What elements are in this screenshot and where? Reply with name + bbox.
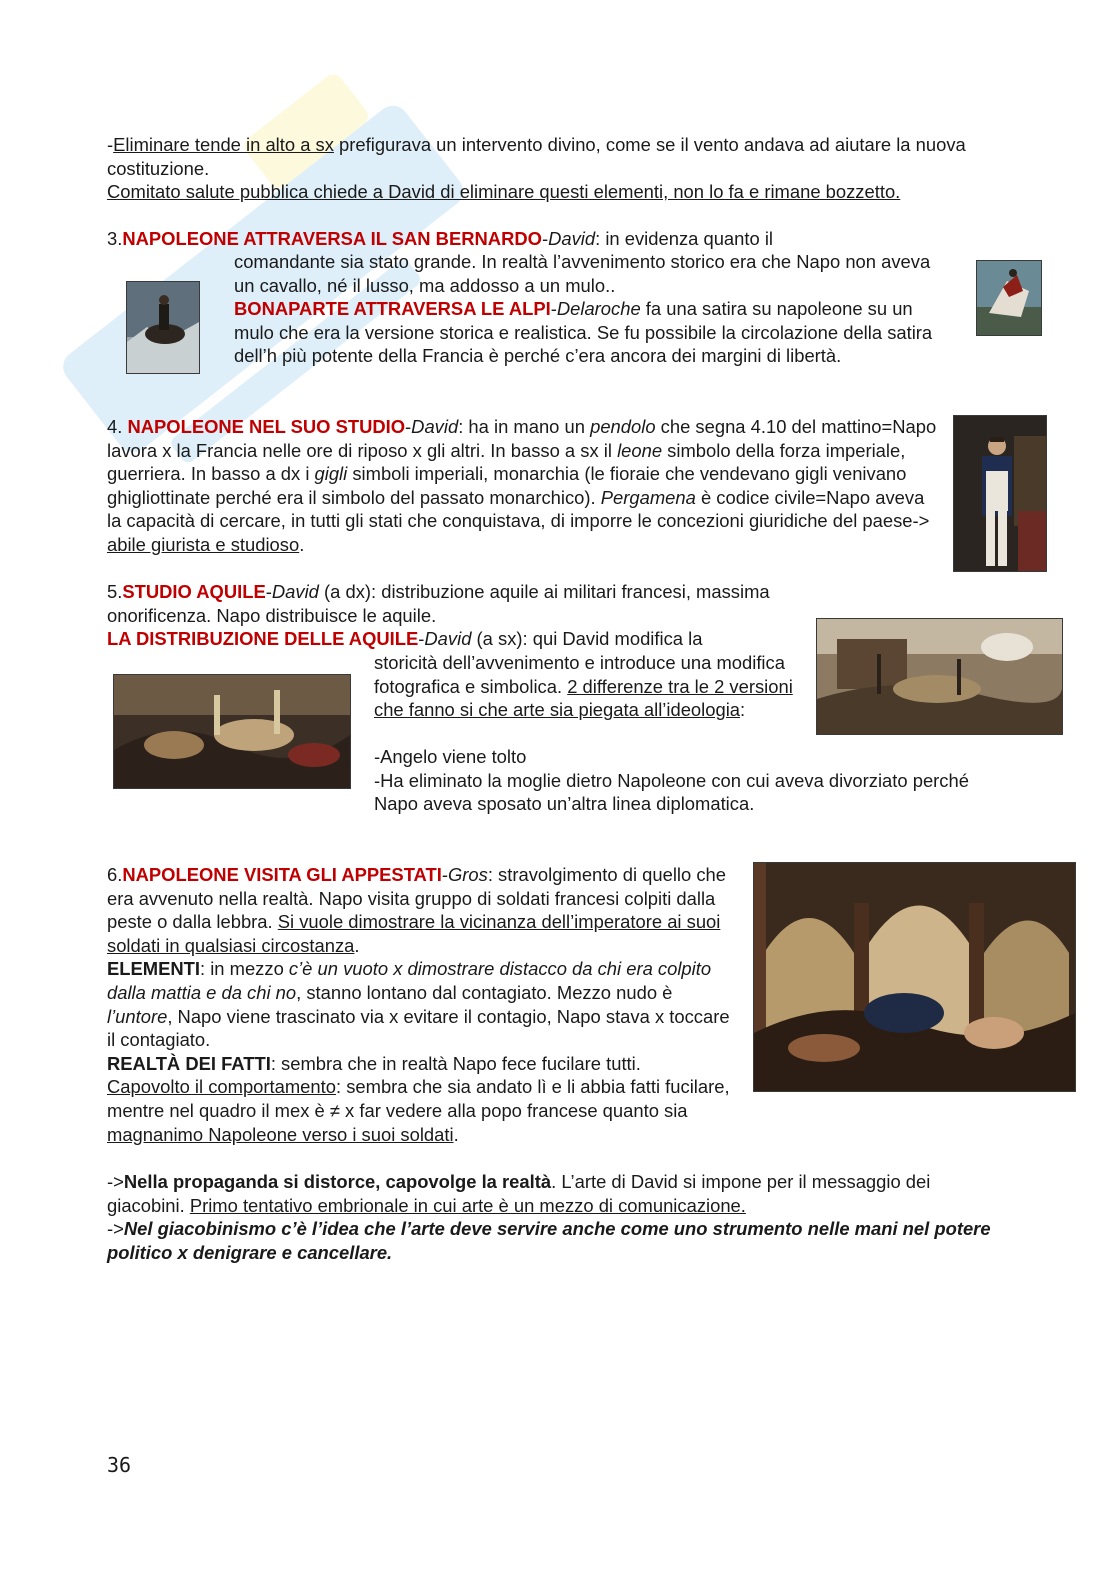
s3-title: NAPOLEONE ATTRAVERSA IL SAN BERNARDO xyxy=(122,228,542,249)
comitato-note: Comitato salute pubblica chiede a David di eliminare questi elementi, non lo fa e rimane bozzetto. xyxy=(107,181,901,203)
image-bonaparte-alpi xyxy=(126,281,200,374)
intro-paragraph: -Eliminare tende in alto a sx prefigurava un intervento divino, come se il vento andava ad aiutare la nuova costituzione. Comitato salute pubblica chiede a David di eliminare questi elementi, non lo fa e rimane bozzetto. xyxy=(107,134,966,203)
s5-title2: LA DISTRIBUZIONE DELLE AQUILE xyxy=(107,628,419,650)
conclusion-paragraph: ->Nella propaganda si distorce, capovolge la realtà. L’arte di David si impone per il messaggio dei giacobini. Primo tentativo embrionale in cui arte è un mezzo di comunicazione. ->Nel giacobinismo c’è l’idea che l’arte deve servire anche come uno strumento nelle mani nel potere politico x denigrare e cancellare. xyxy=(107,1171,991,1263)
link-eliminare-tende: Eliminare tende in alto a sx xyxy=(113,134,334,155)
image-studio-aquile xyxy=(816,618,1063,735)
s3-body: comandante sia stato grande. In realtà l’avvenimento storico era che Napo non aveva un cavallo, né il lusso, ma addosso a un mulo.. BONAPARTE ATTRAVERSA LE ALPI-Delaroche fa una satira su napoleone su un mulo che era la versione storica e realistica. Se fu possibile la circolazione della satira dell’h più potente della Francia è perché c’era ancora dei margini di libertà. xyxy=(234,251,933,367)
s3-heading-line: 3.NAPOLEONE ATTRAVERSA IL SAN BERNARDO-David: in evidenza quanto il xyxy=(107,228,774,249)
s4-paragraph: 4. NAPOLEONE NEL SUO STUDIO-David: ha in mano un pendolo che segna 4.10 del mattino=Napo lavora x la Francia nelle ore di riposo x gli altri. In basso a sx il leone simbolo della forza imperiale, guerriera. In basso a dx i gigli simboli imperiali, monarchia (le fioraie che vendevano gigli venivano ghigliottinate perché era il simbolo del passato monarchico). Pergamena è codice civile=Napo aveva la capacità di cercare, in tutti gli stati che conquistava, di imporre le concezioni giuridiche del paese-> abile giurista e studioso. xyxy=(107,416,937,555)
s6-paragraph: 6.NAPOLEONE VISITA GLI APPESTATI-Gros: stravolgimento di quello che era avvenuto nella realtà. Napo visita gruppo di soldati francesi colpiti dalla peste o dalla lebbra. Si vuole dimostrare la vicinanza dell’imperatore ai suoi soldati in qualsiasi circostanza. ELEMENTI: in mezzo c’è un vuoto x dimostrare distacco da chi era colpito dalla mattia e da chi no, stanno lontano dal contagiato. Mezzo nudo è l’untore, Napo viene trascinato via x evitare il contagio, Napo stava x toccare il contagiato. REALTÀ DEI FATTI: sembra che in realtà Napo fece fucilare tutti. Capovolto il comportamento: sembra che sia andato lì e li abbia fatti fucilare, mentre nel quadro il mex è ≠ x far vedere alla popo francese quanto sia magnanimo Napoleone verso i suoi soldati. xyxy=(107,864,730,1145)
s5-heading-line: 5.STUDIO AQUILE-David (a dx): distribuzione aquile ai militari francesi, massima onorificenza. Napo distribuisce le aquile. LA DISTRIBUZIONE DELLE AQUILE-David (a sx): qui David modifica la xyxy=(107,581,770,650)
page-number: 36 xyxy=(107,1453,132,1477)
s5-body: storicità dell’avvenimento e introduce una modifica fotografica e simbolica. 2 differenze tra le 2 versioni che fanno si che arte sia piegata all’ideologia: xyxy=(374,652,793,721)
image-distribuzione-aquile xyxy=(113,674,351,789)
image-napoleone-san-bernardo xyxy=(976,260,1042,336)
s4-title: NAPOLEONE NEL SUO STUDIO xyxy=(127,416,406,437)
s5-list: -Angelo viene tolto -Ha eliminato la moglie dietro Napoleone con cui aveva divorziato perché Napo aveva sposato un’altra linea diplomatica. xyxy=(374,746,969,815)
s3-title2: BONAPARTE ATTRAVERSA LE ALPI xyxy=(234,298,551,320)
s5-title: STUDIO AQUILE xyxy=(122,581,266,602)
s6-title: NAPOLEONE VISITA GLI APPESTATI xyxy=(122,864,442,885)
image-napoleone-appestati xyxy=(753,862,1076,1092)
image-napoleone-studio xyxy=(953,415,1047,572)
